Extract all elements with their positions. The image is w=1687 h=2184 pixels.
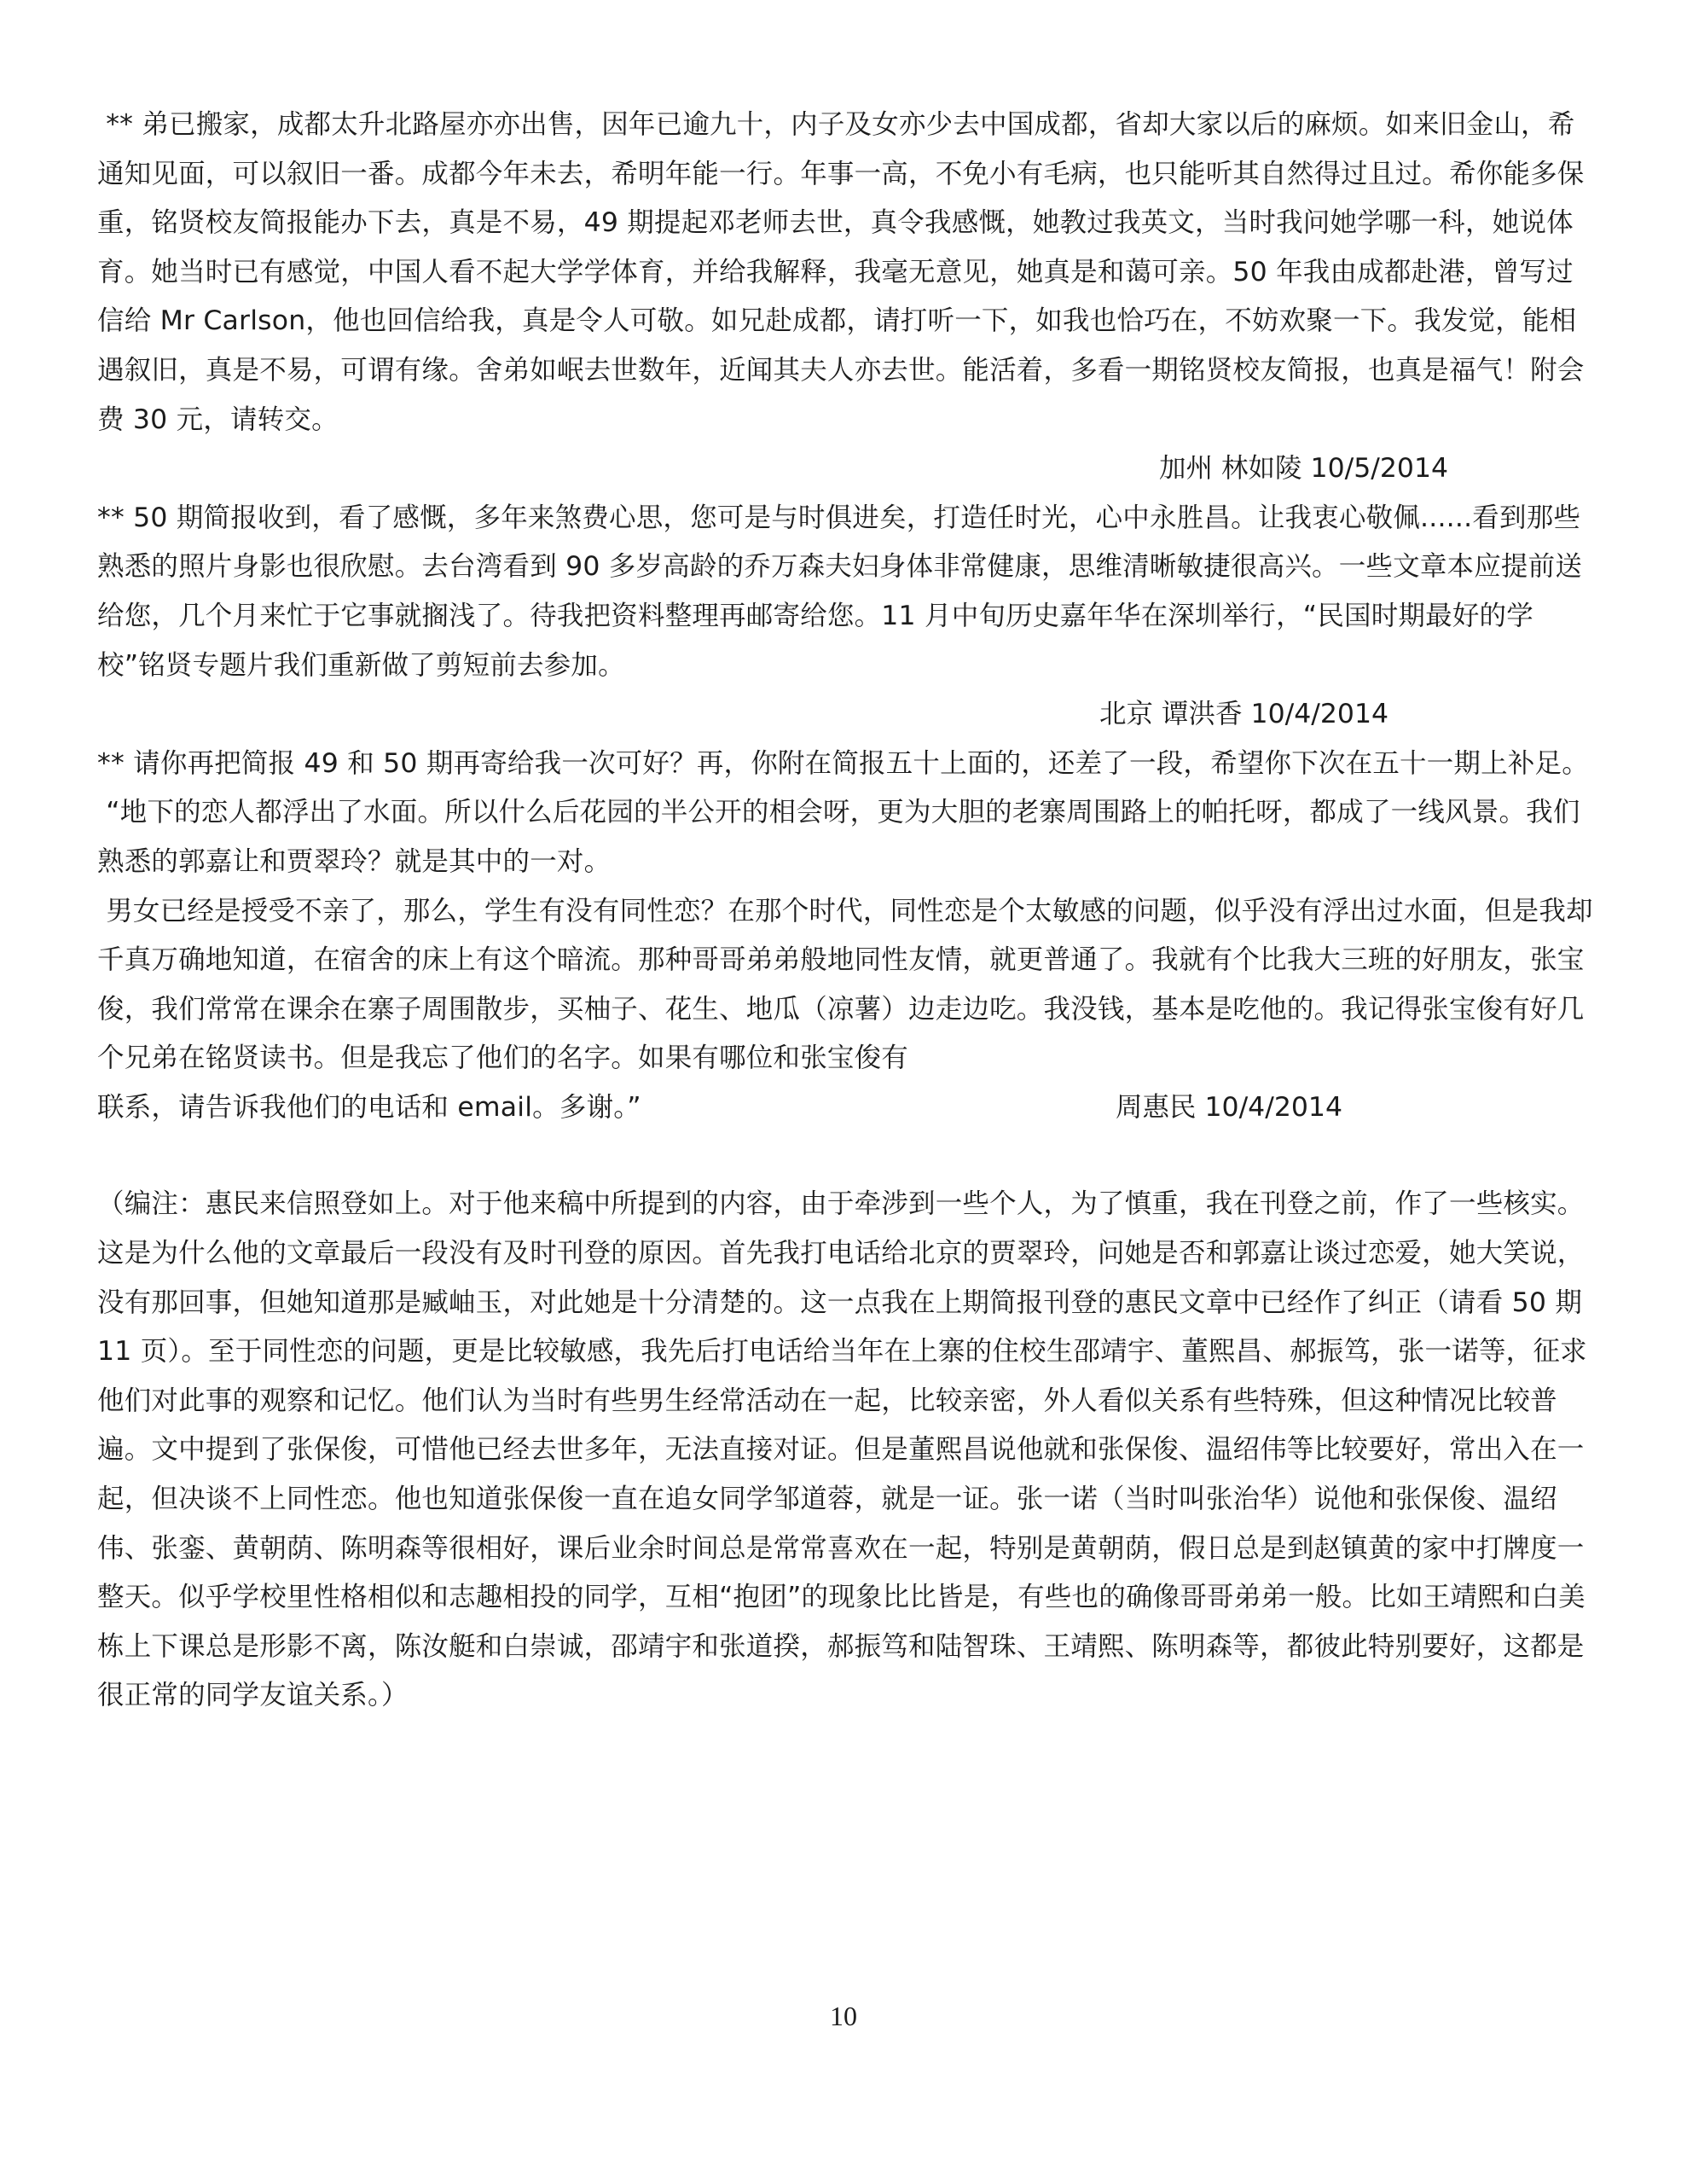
page-number: 10 — [830, 2001, 857, 2031]
editor-note-body: （编注：惠民来信照登如上。对于他来稿中所提到的内容，由于牵涉到一些个人，为了慎重，我在刊登之前，作了一些核实。这是为什么他的文章最后一段没有及时刊登的原因。首先我打电话给北京的贾翠玲，问她是否和郭嘉让谈过恋爱，她大笑说，没有那回事，但她知道那是臧岫玉，对此她是十分清楚的。这一点我在上期简报刊登的惠民文章中已经作了纠正（请看 50 期 11 页）。至于同性恋的问题，更是比较敏感，我先后打电话给当年在上寨的住校生邵靖宇、董熙昌、郝振笃，张一诺等，征求他们对此事的观察和记忆。他们认为当时有些男生经常活动在一起，比较亲密，外人看似关系有些特殊，但这种情况比较普遍。文中提到了张保俊，可惜他已经去世多年，无法直接对证。但是董熙昌说他就和张保俊、温绍伟等比较要好，常出入在一起，但决谈不上同性恋。他也知道张保俊一直在追女同学邹道蓉，就是一证。张一诺（当时叫张治华）说他和张保俊、温绍伟、张銮、黄朝荫、陈明森等很相好，课后业余时间总是常常喜欢在一起，特别是黄朝荫，假日总是到赵镇黄的家中打牌度一整天。似乎学校里性格相似和志趣相投的同学，互相“抱团”的现象比比皆是，有些也的确像哥哥弟弟一般。比如王靖熙和白美栋上下课总是形影不离，陈汝艇和白崇诚，邵靖宇和张道揆，郝振笃和陆智珠、王靖熙、陈明森等，都彼此特别要好，这都是很正常的同学友谊关系。） — [97, 1188, 1591, 1711]
letter-signature: 北京 谭洪香 10/4/2014 — [1099, 699, 1389, 730]
letter-tan-hongxiang — [97, 494, 1598, 740]
letter-signature: 加州 林如陵 10/5/2014 — [1159, 453, 1449, 485]
section-spacer — [97, 1132, 1598, 1180]
letter-body: ** 弟已搬家，成都太升北路屋亦亦出售，因年已逾九十，内子及女亦少去中国成都，省却大家以后的麻烦。如来旧金山，希通知见面，可以叙旧一番。成都今年未去，希明年能一行。年事一高，不免小有毛病，也只能听其自然得过且过。希你能多保重，铭贤校友简报能办下去，真是不易，49 期提起邓老师去世，真令我感慨，她教过我英文，当时我问她学哪一科，她说体育。她当时已有感觉，中国人看不起大学学体育，并给我解释，我毫无意见，她真是和蔼可亲。50 年我由成都赴港，曾写过信给 Mr Carlson，他也回信给我，真是令人可敬。如兄赴成都，请打听一下，如我也恰巧在，不妨欢聚一下。我发觉，能相遇叙旧，真是不易，可谓有缘。舍弟如岷去世数年，近闻其夫人亦去世。能活着，多看一期铭贤校友简报，也真是福气！附会费 30 元，请转交。 — [97, 109, 1585, 435]
letter-quote-paragraph: “地下的恋人都浮出了水面。所以什么后花园的半公开的相会呀，更为大胆的老寨周围路上的帕托呀，都成了一线风景。我们熟悉的郭嘉让和贾翠玲？就是其中的一对。 — [97, 797, 1580, 877]
letter-closing-row — [97, 1083, 1598, 1133]
letter-closing-line: 联系，请告诉我他们的电话和 email。多谢。” — [97, 1091, 641, 1123]
letter-signature: 周惠民 10/4/2014 — [1115, 1091, 1342, 1123]
letter-body: ** 50 期简报收到，看了感慨，多年来煞费心思，您可是与时俱进矣，打造任时光，心中永胜昌。让我衷心敬佩......看到那些熟悉的照片身影也很欣慰。去台湾看到 90 多岁高龄的乔万森夫妇身体非常健康，思维清晰敏捷很高兴。一些文章本应提前送给您，几个月来忙于它事就搁浅了。待我把资料整理再邮寄给您。11 月中旬历史嘉年华在深圳举行，“民国时期最好的学校”铭贤专题片我们重新做了剪短前去参加。 — [97, 502, 1583, 681]
letter-zhou-huimin — [97, 740, 1598, 1133]
letter-lin-ruling — [97, 101, 1598, 494]
letter-request-paragraph: ** 请你再把简报 49 和 50 期再寄给我一次可好？再，你附在简报五十上面的，还差了一段，希望你下次在五十一期上补足。 — [97, 747, 1589, 779]
newsletter-page — [97, 101, 1598, 1721]
letter-quote-paragraph: 男女已经是授受不亲了，那么，学生有没有同性恋？在那个时代，同性恋是个太敏感的问题，似乎没有浮出过水面，但是我却千真万确地知道，在宿舍的床上有这个暗流。那种哥哥弟弟般地同性友情，就更普通了。我就有个比我大三班的好朋友，张宝俊，我们常常在课余在寨子周围散步，买柚子、花生、地瓜（凉薯）边走边吃。我没钱，基本是吃他的。我记得张宝俊有好几个兄弟在铭贤读书。但是我忘了他们的名字。如果有哪位和张宝俊有 — [97, 895, 1593, 1074]
editor-note — [97, 1180, 1598, 1721]
